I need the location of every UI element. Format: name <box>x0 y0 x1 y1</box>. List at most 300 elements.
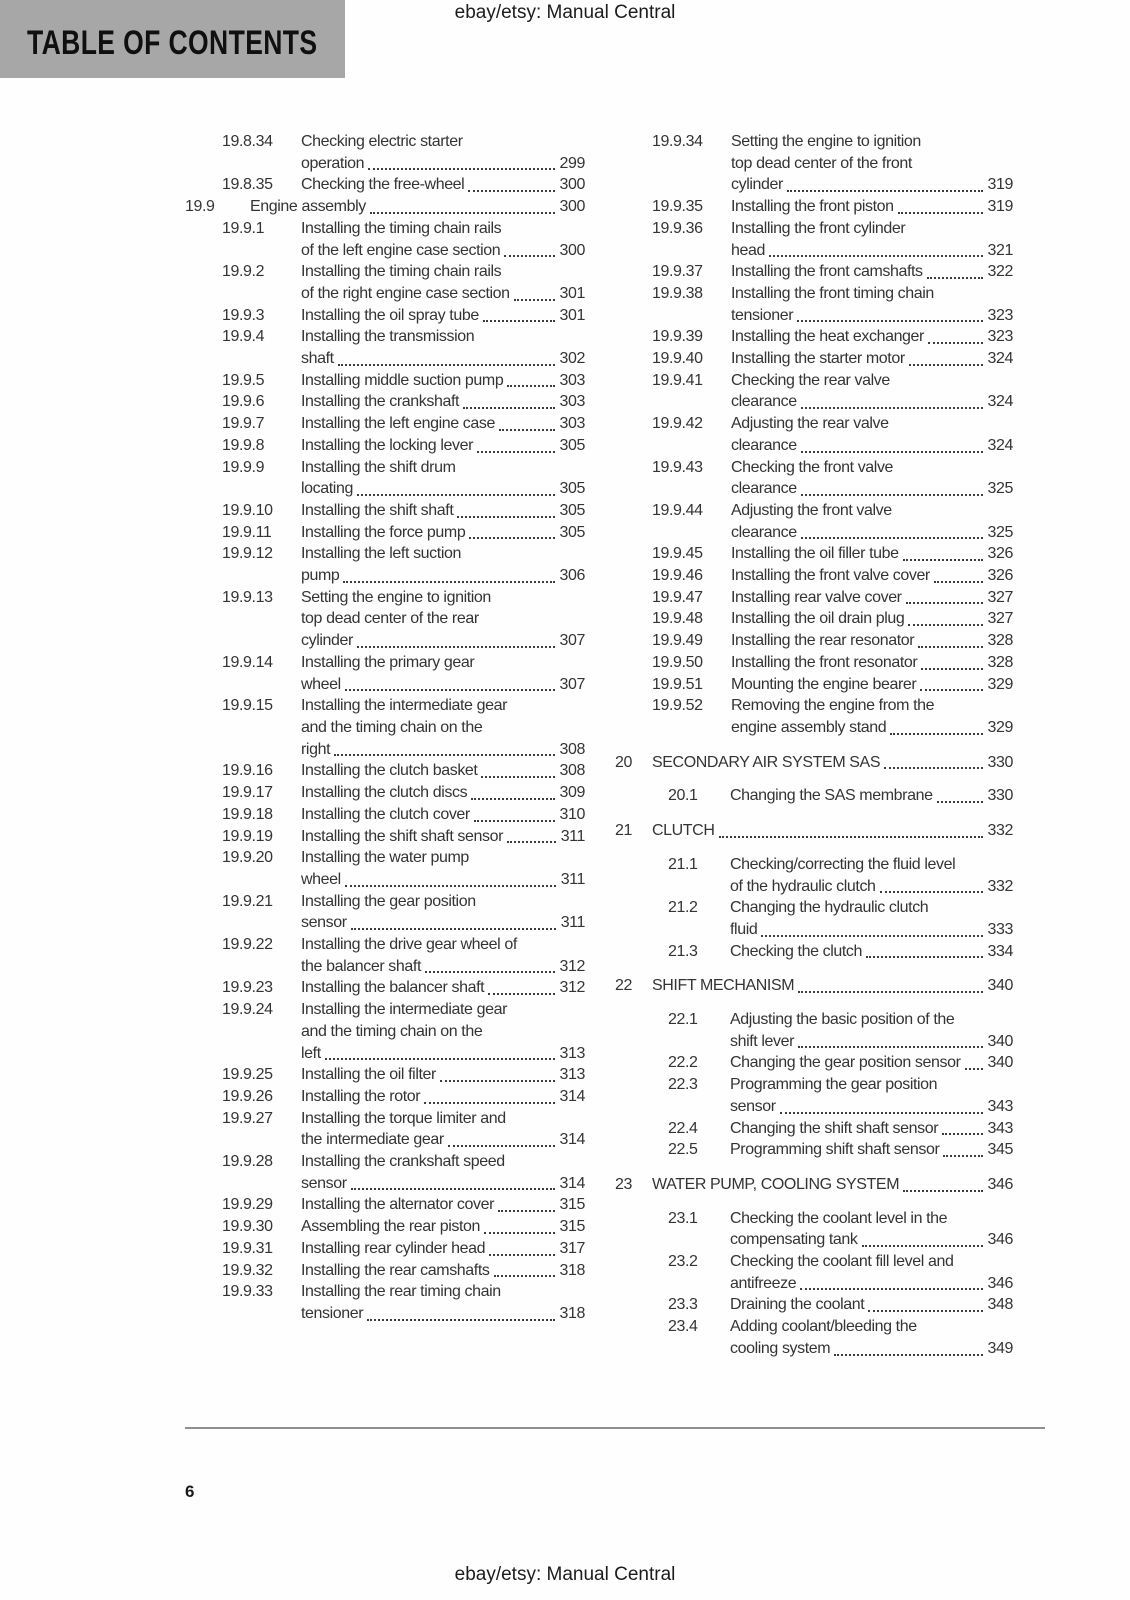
toc-entry-title-line: Installing the intermediate gear <box>301 1001 507 1019</box>
toc-entry-title-line: Installing rear valve cover <box>731 588 902 606</box>
toc-entry-title-line: Installing the rotor <box>301 1087 421 1105</box>
toc-entry-title-line: Installing the oil filler tube <box>731 545 899 563</box>
dot-leader <box>943 1155 982 1157</box>
toc-entry-title-line: Changing the hydraulic clutch <box>730 899 929 917</box>
toc-entry-page: 305 <box>559 480 585 498</box>
toc-entry-title <box>731 608 1013 630</box>
dot-leader <box>498 1210 554 1212</box>
toc-entry-number: 19.9.41 <box>652 371 703 389</box>
dot-leader <box>448 1145 555 1147</box>
toc-entry-title-line: Installing the front timing chain <box>731 284 934 302</box>
dot-leader <box>898 212 983 214</box>
toc-entry-title <box>731 587 1013 609</box>
toc-entry-page: 314 <box>559 1087 585 1105</box>
toc-entry-page: 325 <box>987 523 1013 541</box>
toc-entry-page: 302 <box>559 350 585 368</box>
toc-entry-title-line: locating <box>301 480 353 498</box>
toc-entry <box>615 500 1013 543</box>
toc-entry-page: 314 <box>559 1174 585 1192</box>
toc-entry-title <box>301 413 585 435</box>
toc-entry-page: 340 <box>987 1054 1013 1072</box>
toc-entry-number: 19.8.34 <box>222 133 273 150</box>
toc-entry-title-line: Changing the shift shaft sensor <box>730 1119 939 1137</box>
toc-entry-number: 19.9.50 <box>652 653 703 671</box>
toc-entry-title <box>301 1238 585 1260</box>
page-title: TABLE OF CONTENTS <box>27 24 318 62</box>
toc-entry-title <box>301 1216 585 1238</box>
toc-entry-number: 22.5 <box>668 1141 698 1159</box>
toc-entry <box>185 457 585 500</box>
toc-entry-title-line: the balancer shaft <box>301 957 421 975</box>
toc-entry <box>615 674 1013 696</box>
toc-entry-title-line: Installing the water pump <box>301 849 469 867</box>
toc-entry-page: 303 <box>559 393 585 411</box>
toc-entry-page: 312 <box>559 957 585 975</box>
toc-entry-number: 19.9.16 <box>222 762 273 780</box>
toc-entry-title <box>730 1118 1013 1140</box>
dot-leader <box>499 429 555 431</box>
toc-entry-title <box>731 674 1013 696</box>
toc-entry-title <box>731 630 1013 652</box>
toc-entry-title-line: WATER PUMP, COOLING SYSTEM <box>652 1175 900 1193</box>
toc-entry-title-line: Installing the crankshaft <box>301 393 460 411</box>
dot-leader <box>921 668 982 670</box>
toc-entry-page: 300 <box>559 198 585 216</box>
toc-entry-page: 318 <box>559 1261 585 1279</box>
toc-entry-title-line: Checking the rear valve <box>731 371 890 389</box>
toc-entry-number: 19.9.10 <box>222 501 273 519</box>
toc-entry-title <box>730 785 1013 807</box>
toc-entry-title-line: Installing the force pump <box>301 523 466 541</box>
toc-entry-number: 19.9.28 <box>222 1153 273 1171</box>
toc-entry-title-line: Checking the free-wheel <box>301 176 465 194</box>
toc-entry-title-line: Checking the coolant fill level and <box>730 1253 954 1271</box>
dot-leader <box>325 1058 555 1060</box>
dot-leader <box>343 581 554 583</box>
toc-entry <box>185 934 585 977</box>
toc-entry-title <box>731 695 1013 738</box>
dot-leader <box>761 935 982 937</box>
toc-entry-title-line: Mounting the engine bearer <box>731 675 917 693</box>
toc-entry-title-line: Installing the front valve cover <box>731 567 930 585</box>
toc-entry-title-line: Installing the transmission <box>301 328 475 346</box>
dot-leader <box>908 624 982 626</box>
toc-entry <box>185 1238 585 1260</box>
toc-entry <box>615 975 1013 997</box>
toc-entry-title <box>301 218 585 261</box>
toc-entry-number: 19.9.47 <box>652 588 703 606</box>
toc-entry <box>615 283 1013 326</box>
toc-entry <box>185 977 585 999</box>
toc-entry-title <box>731 565 1013 587</box>
toc-entry-number: 20.1 <box>668 787 698 805</box>
dot-leader <box>507 841 556 843</box>
toc-entry-title-line: Installing the alternator cover <box>301 1196 495 1214</box>
toc-entry-number: 19.9.30 <box>222 1218 273 1236</box>
toc-entry-title <box>730 1139 1013 1161</box>
toc-entry-title-line: Checking electric starter <box>301 133 463 150</box>
toc-entry-title-line: and the timing chain on the <box>301 1022 483 1040</box>
toc-entry-title <box>301 500 585 522</box>
toc-entry <box>185 1151 585 1194</box>
dot-leader <box>338 364 555 366</box>
toc-entry <box>615 608 1013 630</box>
toc-entry-page: 307 <box>559 632 585 650</box>
toc-entry-title-line: compensating tank <box>730 1231 858 1249</box>
toc-entry-number: 19.9.20 <box>222 849 273 867</box>
toc-entry-page: 310 <box>559 805 585 823</box>
toc-entry <box>185 261 585 304</box>
toc-entry-title-line: Checking the clutch <box>730 942 863 960</box>
toc-entry-page: 301 <box>559 306 585 324</box>
toc-entry-title <box>731 543 1013 565</box>
toc-entry-title-line: Checking the coolant level in the <box>730 1209 948 1227</box>
toc-entry-page: 340 <box>987 977 1013 995</box>
toc-entry-title <box>730 1316 1013 1359</box>
toc-entry-page: 324 <box>987 393 1013 411</box>
dot-leader <box>909 364 983 366</box>
toc-entry-title <box>730 1208 1013 1251</box>
toc-entry-title-line: Installing the intermediate gear <box>301 697 507 715</box>
toc-entry-number: 19.9 <box>185 198 215 216</box>
toc-entry-title-line: and the timing chain on the <box>301 718 483 736</box>
toc-entry-title <box>731 283 1013 326</box>
toc-entry-title-line: sensor <box>301 1174 347 1192</box>
toc-entry-title-line: Checking the front valve <box>731 458 894 476</box>
toc-entry-page: 328 <box>987 653 1013 671</box>
toc-entry-title <box>731 218 1013 261</box>
toc-entry <box>185 695 585 760</box>
toc-entry-page: 300 <box>559 176 585 194</box>
toc-entry-page: 329 <box>987 675 1013 693</box>
dot-leader <box>787 190 983 192</box>
toc-entry-title <box>301 934 585 977</box>
toc-entry-page: 324 <box>987 436 1013 454</box>
toc-entry-title <box>301 543 585 586</box>
dot-leader <box>494 1275 555 1277</box>
toc-entry-number: 21 <box>615 822 632 840</box>
toc-entry-title-line: engine assembly stand <box>731 718 887 736</box>
dot-leader <box>920 689 982 691</box>
toc-entry-title <box>301 522 585 544</box>
toc-entry-title-line: Setting the engine to ignition <box>301 588 491 606</box>
page-number: 6 <box>185 1482 195 1501</box>
toc-entry-title <box>301 782 585 804</box>
toc-entry-number: 19.9.43 <box>652 458 703 476</box>
toc-entry <box>615 1251 1013 1294</box>
toc-entry-number: 23.1 <box>668 1209 698 1227</box>
toc-entry-page: 315 <box>559 1196 585 1214</box>
dot-leader <box>906 602 983 604</box>
toc-entry <box>185 999 585 1064</box>
toc-entry-title <box>652 820 1013 842</box>
toc-entry-page: 315 <box>559 1218 585 1236</box>
toc-entry-page: 328 <box>987 632 1013 650</box>
toc-entry <box>185 1086 585 1108</box>
toc-entry-title <box>301 652 585 695</box>
toc-entry-title-line: cylinder <box>301 632 353 650</box>
toc-entry-title-line: Installing the starter motor <box>731 350 905 368</box>
toc-entry-title <box>301 999 585 1064</box>
toc-entry-title-line: right <box>301 740 331 758</box>
toc-entry <box>185 218 585 261</box>
dot-leader <box>504 255 554 257</box>
toc-entry-page: 305 <box>559 436 585 454</box>
toc-entry-page: 299 <box>559 154 585 172</box>
toc-entry <box>615 1118 1013 1140</box>
toc-entry-title-line: Installing the timing chain rails <box>301 263 502 281</box>
toc-entry-title-line: antifreeze <box>730 1274 797 1292</box>
toc-entry-number: 19.9.19 <box>222 827 273 845</box>
toc-entry-number: 22.1 <box>668 1011 698 1029</box>
toc-entry-title <box>301 847 585 890</box>
dot-leader <box>801 494 983 496</box>
toc-entry <box>615 413 1013 456</box>
toc-entry-title-line: SECONDARY AIR SYSTEM SAS <box>652 753 881 771</box>
toc-entry-number: 19.9.3 <box>222 306 265 324</box>
toc-entry-number: 19.9.11 <box>222 523 272 541</box>
toc-entry-number: 19.9.38 <box>652 284 703 302</box>
toc-entry-title <box>301 1281 585 1324</box>
toc-entry <box>185 804 585 826</box>
toc-entry <box>185 174 585 196</box>
toc-entry-title <box>730 854 1013 897</box>
toc-entry-page: 325 <box>987 480 1013 498</box>
dot-leader <box>468 190 554 192</box>
toc-entry-number: 19.9.1 <box>222 219 265 237</box>
toc-entry-title-line: Changing the SAS membrane <box>730 787 933 805</box>
toc-entry <box>615 196 1013 218</box>
toc-entry-title-line: clearance <box>731 523 797 541</box>
dot-leader <box>469 537 554 539</box>
dot-leader <box>903 559 983 561</box>
toc-entry-page: 333 <box>987 920 1013 938</box>
dot-leader <box>367 1319 554 1321</box>
toc-entry-title <box>301 760 585 782</box>
toc-entry <box>615 1009 1013 1052</box>
toc-entry-title-line: Installing the left engine case <box>301 415 495 433</box>
toc-entry-title-line: wheel <box>301 675 341 693</box>
toc-entry <box>615 370 1013 413</box>
toc-entry-title-line: Installing the locking lever <box>301 436 474 454</box>
toc-entry-page: 343 <box>987 1097 1013 1115</box>
toc-entry-page: 311 <box>560 914 585 932</box>
toc-entry-title <box>731 457 1013 500</box>
toc-entry-number: 19.8.35 <box>222 176 273 194</box>
toc-entry <box>185 891 585 934</box>
toc-entry <box>615 820 1013 842</box>
toc-entry-page: 330 <box>987 787 1013 805</box>
toc-entry-number: 19.9.12 <box>222 545 273 563</box>
dot-leader <box>862 1245 983 1247</box>
toc-entry <box>615 587 1013 609</box>
toc-entry <box>615 1294 1013 1316</box>
toc-entry-title-line: tensioner <box>731 306 794 324</box>
toc-entry-number: 22.4 <box>668 1119 698 1137</box>
dot-leader <box>484 1232 554 1234</box>
toc-entry-number: 19.9.45 <box>652 545 703 563</box>
toc-entry <box>185 131 585 174</box>
toc-entry-title-line: wheel <box>301 870 341 888</box>
toc-entry-title-line: Checking/correcting the fluid level <box>730 855 956 873</box>
dot-leader <box>868 1310 982 1312</box>
toc-entry-number: 19.9.23 <box>222 979 273 997</box>
toc-entry-page: 312 <box>559 979 585 997</box>
toc-entry-page: 301 <box>559 284 585 302</box>
toc-entry-title <box>301 1151 585 1194</box>
toc-entry-page: 327 <box>987 610 1013 628</box>
toc-entry <box>615 854 1013 897</box>
toc-entry-title-line: sensor <box>301 914 347 932</box>
toc-entry-number: 19.9.52 <box>652 697 703 715</box>
toc-entry-page: 319 <box>987 176 1013 194</box>
toc-entry-title-line: clearance <box>731 436 797 454</box>
toc-entry-number: 19.9.46 <box>652 567 703 585</box>
toc-entry-number: 19.9.5 <box>222 371 265 389</box>
toc-entry-page: 308 <box>559 762 585 780</box>
toc-entry-number: 19.9.27 <box>222 1109 273 1127</box>
toc-entry-title-line: Installing the balancer shaft <box>301 979 485 997</box>
toc-entry-title-line: Adjusting the front valve <box>731 501 892 519</box>
toc-entry-title-line: Installing the crankshaft speed <box>301 1153 505 1171</box>
toc-entry-number: 19.9.24 <box>222 1001 273 1019</box>
dot-leader <box>351 928 556 930</box>
toc-entry-title <box>301 1108 585 1151</box>
toc-column-right <box>615 131 1013 1360</box>
toc-entry-number: 23.4 <box>668 1318 698 1336</box>
dot-leader <box>719 836 983 838</box>
toc-entry-page: 329 <box>987 718 1013 736</box>
dot-leader <box>866 956 982 958</box>
toc-entry-title <box>731 413 1013 456</box>
toc-entry-title-line: Installing the rear resonator <box>731 632 915 650</box>
toc-entry-number: 19.9.29 <box>222 1196 273 1214</box>
toc-entry-title-line: Installing the oil spray tube <box>301 306 479 324</box>
dot-leader <box>903 1190 982 1192</box>
toc-entry-title-line: Installing the front cylinder <box>731 219 906 237</box>
toc-entry-number: 19.9.32 <box>222 1261 273 1279</box>
toc-entry-page: 348 <box>987 1296 1013 1314</box>
toc-entry <box>615 1316 1013 1359</box>
toc-entry <box>185 326 585 369</box>
toc-entry-title-line: head <box>731 241 765 259</box>
dot-leader <box>370 212 555 214</box>
toc-entry <box>615 1174 1013 1196</box>
dot-leader <box>489 1254 554 1256</box>
toc-entry-page: 308 <box>559 740 585 758</box>
toc-entry-title-line: Installing the shift shaft <box>301 501 454 519</box>
toc-entry <box>615 1052 1013 1074</box>
toc-entry-page: 323 <box>987 306 1013 324</box>
toc-entry-title-line: Installing the clutch cover <box>301 805 470 823</box>
dot-leader <box>798 991 982 993</box>
toc-entry-number: 19.9.15 <box>222 697 273 715</box>
toc-entry-title <box>301 370 585 392</box>
toc-entry <box>615 630 1013 652</box>
toc-entry-title-line: the intermediate gear <box>301 1131 444 1149</box>
toc-entry-page: 317 <box>559 1239 585 1257</box>
toc-entry-title-line: Engine assembly <box>250 198 366 216</box>
toc-entry-page: 346 <box>987 1274 1013 1292</box>
toc-entry-title <box>731 326 1013 348</box>
toc-entry-title-line: of the right engine case section <box>301 284 510 302</box>
toc-entry-title-line: Programming shift shaft sensor <box>730 1141 940 1159</box>
toc-entry-title-line: Installing the shift drum <box>301 458 456 476</box>
dot-leader <box>357 494 555 496</box>
toc-entry <box>615 652 1013 674</box>
toc-entry-title-line: Adjusting the basic position of the <box>730 1011 955 1029</box>
toc-entry-number: 19.9.31 <box>222 1239 273 1257</box>
toc-entry-title <box>301 804 585 826</box>
toc-entry-title <box>301 174 585 196</box>
toc-entry-title-line: top dead center of the rear <box>301 610 479 628</box>
toc-entry-page: 306 <box>559 567 585 585</box>
dot-leader <box>880 891 983 893</box>
toc-entry-page: 303 <box>559 415 585 433</box>
toc-entry-title <box>301 391 585 413</box>
toc-entry <box>185 1064 585 1086</box>
toc-entry-page: 311 <box>560 827 585 845</box>
toc-title-banner <box>0 0 345 78</box>
header-brand: ebay/etsy: Manual Central <box>454 2 676 23</box>
dot-leader <box>425 971 555 973</box>
toc-entry <box>185 760 585 782</box>
toc-entry <box>185 1194 585 1216</box>
toc-entry-number: 21.2 <box>668 899 698 917</box>
toc-entry-title <box>652 752 1013 774</box>
toc-entry-number: 19.9.13 <box>222 588 273 606</box>
toc-entry-number: 19.9.35 <box>652 198 703 216</box>
toc-entry-number: 22.3 <box>668 1076 698 1094</box>
toc-entry-title <box>301 587 585 652</box>
toc-entry-number: 19.9.21 <box>222 892 273 910</box>
toc-entry <box>185 847 585 890</box>
toc-entry-page: 318 <box>559 1304 585 1322</box>
toc-entry-title-line: Installing the front resonator <box>731 653 918 671</box>
dot-leader <box>801 451 983 453</box>
toc-entry-number: 19.9.22 <box>222 936 273 954</box>
dot-leader <box>424 1102 554 1104</box>
toc-entry-page: 319 <box>987 198 1013 216</box>
toc-entry-page: 313 <box>559 1066 585 1084</box>
toc-entry-page: 309 <box>559 784 585 802</box>
toc-entry-title-line: operation <box>301 154 365 172</box>
dot-leader <box>483 320 555 322</box>
toc-entry-page: 332 <box>987 822 1013 840</box>
toc-entry <box>615 326 1013 348</box>
dot-leader <box>514 299 555 301</box>
toc-entry <box>615 348 1013 370</box>
toc-entry-title <box>730 1074 1013 1117</box>
toc-entry <box>185 435 585 457</box>
dot-leader <box>440 1080 555 1082</box>
toc-entry-number: 19.9.33 <box>222 1283 273 1301</box>
toc-entry-title-line: sensor <box>730 1097 776 1115</box>
toc-entry <box>185 782 585 804</box>
dot-leader <box>477 451 554 453</box>
toc-entry-number: 19.9.9 <box>222 458 265 476</box>
toc-entry-title <box>301 435 585 457</box>
toc-entry-title <box>731 370 1013 413</box>
toc-entry-title <box>652 1174 1013 1196</box>
toc-entry <box>185 1260 585 1282</box>
toc-entry-number: 19.9.2 <box>222 263 265 281</box>
toc-entry-title-line: Installing middle suction pump <box>301 371 504 389</box>
toc-entry-title <box>301 826 585 848</box>
toc-entry-title-line: cooling system <box>730 1339 831 1357</box>
toc-entry-title-line: CLUTCH <box>652 822 715 840</box>
toc-entry-page: 340 <box>987 1032 1013 1050</box>
